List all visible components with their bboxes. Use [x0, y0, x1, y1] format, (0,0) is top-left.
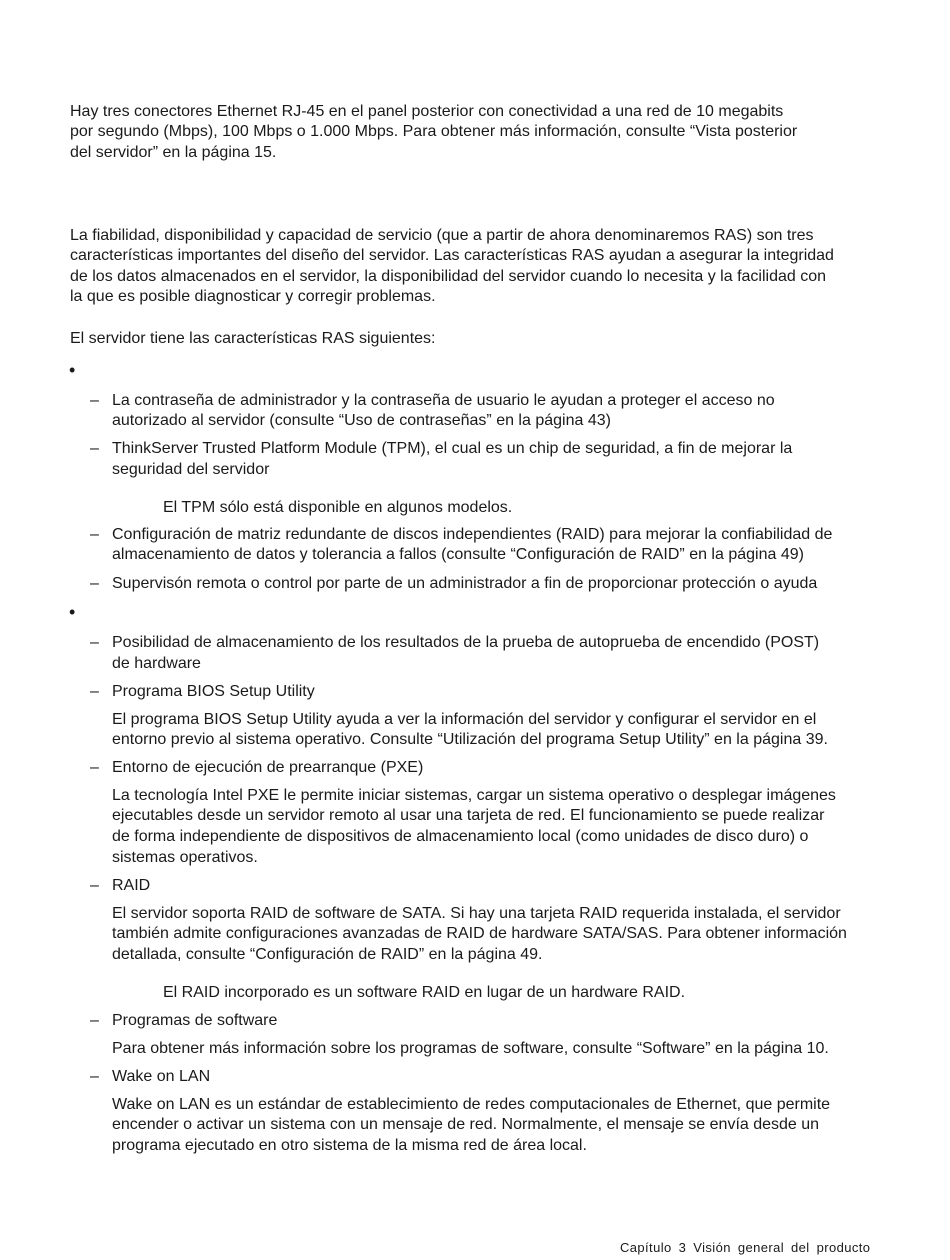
- dash-icon: –: [90, 683, 99, 700]
- software-title: Programas de software: [112, 1012, 278, 1029]
- tpm-line-1: ThinkServer Trusted Platform Module (TPM), el cual es un chip de seguridad, a fin de mejorar la: [112, 440, 793, 457]
- pxe-desc-line-1: La tecnología Intel PXE le permite iniciar sistemas, cargar un sistema operativo o desplegar imágenes: [112, 787, 836, 804]
- dash-icon: –: [90, 392, 99, 409]
- wol-title: Wake on LAN: [112, 1068, 211, 1085]
- pxe-desc-line-4: sistemas operativos.: [112, 849, 258, 866]
- pxe-desc-line-3: de forma independiente de dispositivos de almacenamiento local (como unidades de disco duro) o: [112, 828, 809, 845]
- ras-intro-line-3: de los datos almacenados en el servidor, la disponibilidad del servidor cuando lo necesita y la facilidad con: [70, 268, 827, 285]
- dash-icon: –: [90, 1068, 99, 1085]
- ras-intro-line-4: la que es posible diagnosticar y corregir problemas.: [70, 288, 436, 305]
- wol-desc-line-1: Wake on LAN es un estándar de establecimiento de redes computacionales de Ethernet, que permite: [112, 1096, 831, 1113]
- intro-line-1: Hay tres conectores Ethernet RJ-45 en el panel posterior con conectividad a una red de 10 megabits: [70, 103, 784, 120]
- tpm-line-2: seguridad del servidor: [112, 461, 270, 478]
- intro-line-2: por segundo (Mbps), 100 Mbps o 1.000 Mbps. Para obtener más información, consulte “Vista posterior: [70, 123, 798, 140]
- raid-config-line-2: almacenamiento de datos y tolerancia a fallos (consulte “Configuración de RAID” en la página 49): [112, 546, 804, 563]
- wol-desc-line-3: programa ejecutado en otro sistema de la misma red de área local.: [112, 1137, 587, 1154]
- dash-icon: –: [90, 759, 99, 776]
- dash-icon: –: [90, 1012, 99, 1029]
- post-line-2: de hardware: [112, 655, 201, 672]
- post-line-1: Posibilidad de almacenamiento de los resultados de la prueba de autoprueba de encendido (POST): [112, 634, 820, 651]
- bios-desc-line-2: entorno previo al sistema operativo. Consulte “Utilización del programa Setup Utility” en la página 39.: [112, 731, 828, 748]
- password-line-2: autorizado al servidor (consulte “Uso de contraseñas” en la página 43): [112, 412, 611, 429]
- software-desc: Para obtener más información sobre los programas de software, consulte “Software” en la página 10.: [112, 1040, 829, 1057]
- tpm-note: El TPM sólo está disponible en algunos modelos.: [163, 499, 513, 516]
- raid-title: RAID: [112, 877, 151, 894]
- password-line-1: La contraseña de administrador y la contraseña de usuario le ayudan a proteger el acceso no: [112, 392, 775, 409]
- dash-icon: –: [90, 575, 99, 592]
- dash-icon: –: [90, 877, 99, 894]
- dash-icon: –: [90, 634, 99, 651]
- ras-list-intro: El servidor tiene las características RAS siguientes:: [70, 330, 436, 347]
- raid-config-line-1: Configuración de matriz redundante de discos independientes (RAID) para mejorar la confiabilidad de: [112, 526, 833, 543]
- bullet-2: •: [69, 602, 76, 622]
- raid-desc-line-1: El servidor soporta RAID de software de SATA. Si hay una tarjeta RAID requerida instalada, el servidor: [112, 905, 841, 922]
- page-footer: Capítulo 3 Visión general del producto: [620, 1240, 871, 1255]
- wol-desc-line-2: encender o activar un sistema con un mensaje de red. Normalmente, el mensaje se envía desde un: [112, 1116, 820, 1133]
- remote-supervision: Supervisón remota o control por parte de un administrador a fin de proporcionar protección o ayuda: [112, 575, 818, 592]
- raid-note: El RAID incorporado es un software RAID en lugar de un hardware RAID.: [163, 984, 686, 1001]
- raid-desc-line-3: detallada, consulte “Configuración de RAID” en la página 49.: [112, 946, 543, 963]
- dash-icon: –: [90, 526, 99, 543]
- raid-desc-line-2: también admite configuraciones avanzadas de RAID de hardware SATA/SAS. Para obtener información: [112, 925, 847, 942]
- dash-icon: –: [90, 440, 99, 457]
- pxe-desc-line-2: ejecutables desde un servidor remoto al usar una tarjeta de red. El funcionamiento se puede realizar: [112, 807, 825, 824]
- ras-intro-line-2: características importantes del diseño del servidor. Las características RAS ayudan a asegurar la integridad: [70, 247, 834, 264]
- intro-line-3: del servidor” en la página 15.: [70, 144, 277, 161]
- bios-desc-line-1: El programa BIOS Setup Utility ayuda a ver la información del servidor y configurar el servidor en el: [112, 711, 817, 728]
- ras-intro-line-1: La fiabilidad, disponibilidad y capacidad de servicio (que a partir de ahora denominaremos RAS) son tres: [70, 227, 814, 244]
- bullet-1: •: [69, 360, 76, 380]
- pxe-title: Entorno de ejecución de prearranque (PXE): [112, 759, 424, 776]
- bios-title: Programa BIOS Setup Utility: [112, 683, 315, 700]
